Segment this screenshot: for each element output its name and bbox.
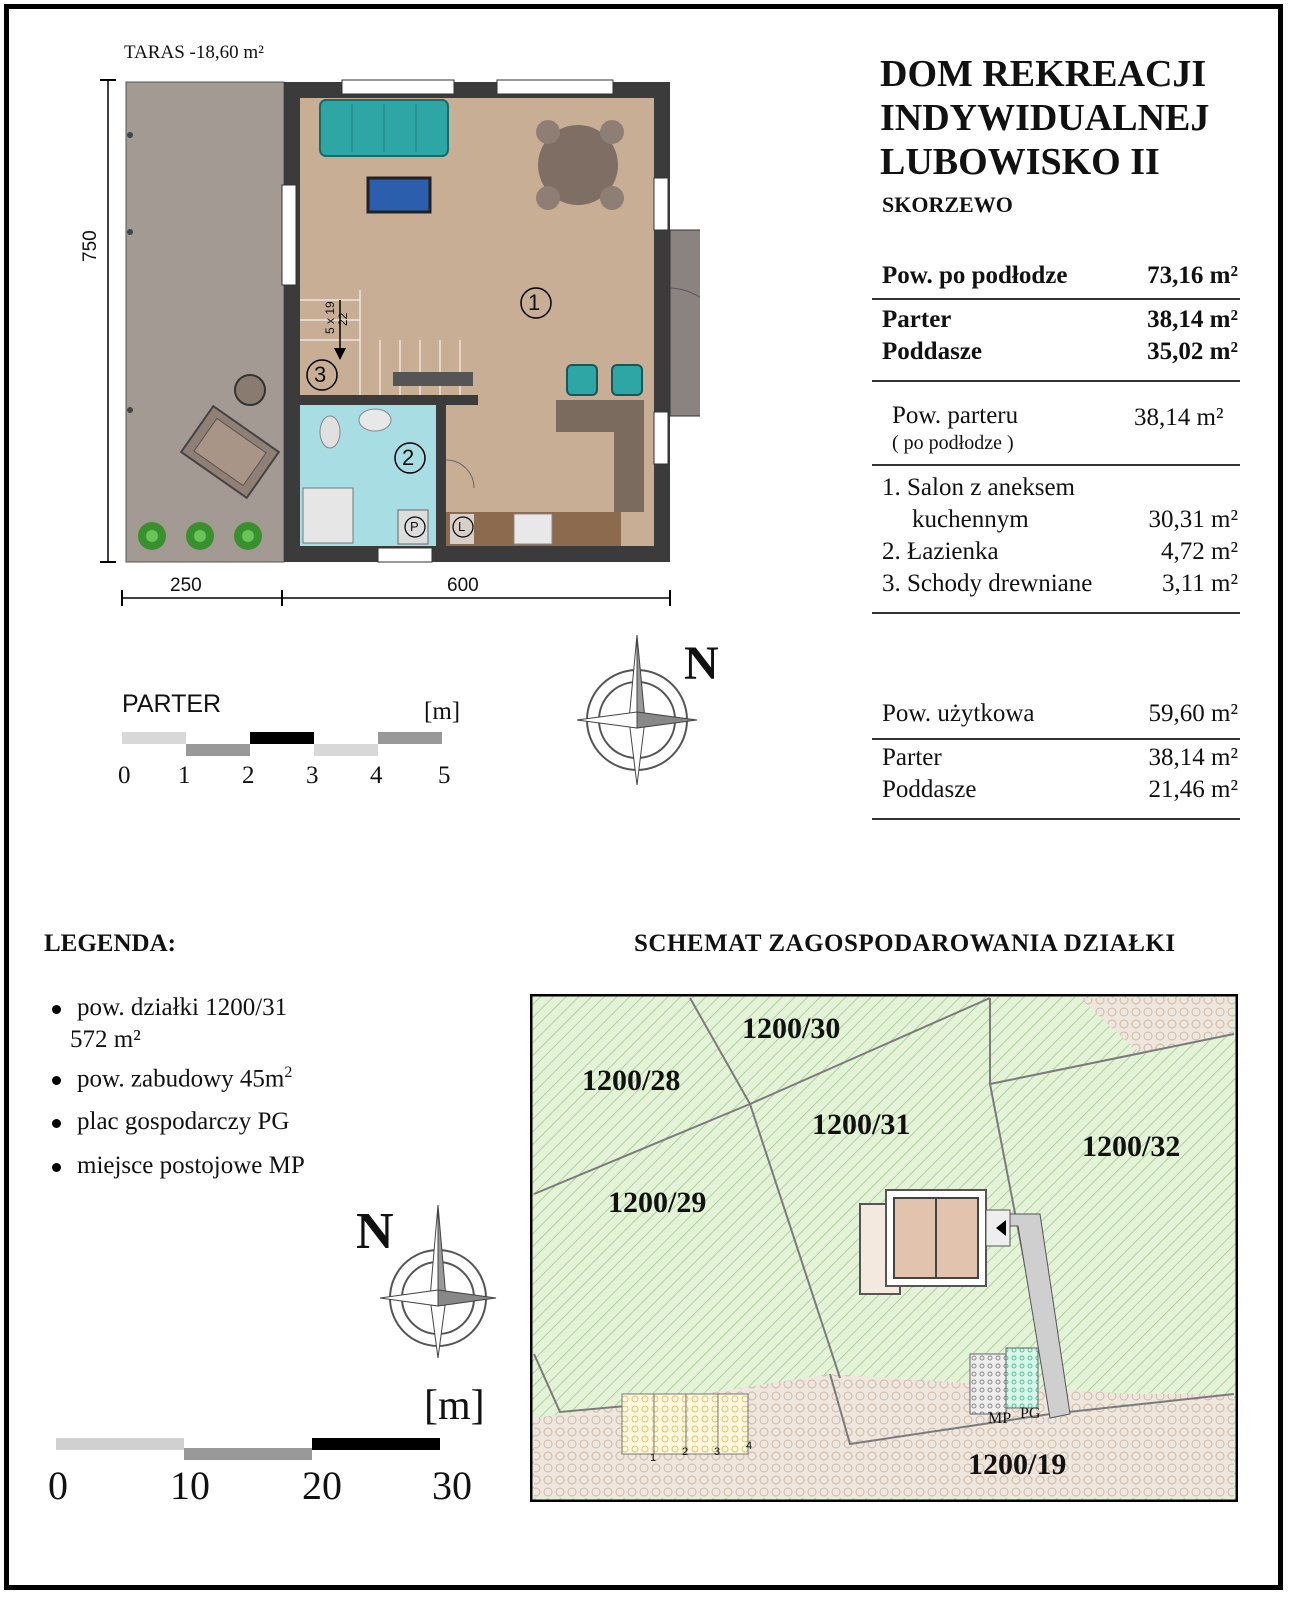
tv-table: [368, 178, 430, 212]
room-number-1: 1: [528, 290, 541, 315]
toilet: [320, 416, 340, 448]
site-scale-tick-10: 10: [170, 1463, 210, 1508]
window-bottom: [378, 548, 432, 562]
floor-scale-tick-2: 2: [242, 762, 255, 789]
project-title: [880, 52, 1209, 184]
floor-scale-tick-4: 4: [370, 762, 383, 789]
dim-left: 250: [170, 575, 202, 596]
kitchen-island: [556, 400, 644, 432]
site-scale-unit: [m]: [424, 1383, 485, 1429]
room-1-label: 1. Salon z aneksem: [882, 474, 1076, 501]
appliance-l: L: [458, 519, 466, 534]
floor-area-total: [882, 262, 1238, 290]
mp-area: [970, 1354, 1006, 1414]
entrance-step: [670, 230, 700, 416]
compass-n-label: N: [684, 637, 719, 690]
room-number-2: 2: [402, 445, 415, 470]
title-line-3: LUBOWISKO II: [880, 141, 1160, 183]
parcel-label-1200-32: 1200/32: [1082, 1130, 1181, 1163]
legend-item: miejsce postojowe MP: [52, 1152, 305, 1180]
ground-floor-value: 38,14 m²: [1134, 404, 1224, 431]
window-right-2: [654, 412, 668, 464]
parcel-label-1200-30: 1200/30: [742, 1012, 841, 1045]
floor-scale-unit: [m]: [424, 698, 461, 725]
room-number-3: 3: [314, 362, 327, 387]
floor-scale-tick-0: 0: [118, 762, 131, 789]
legend-item: pow. działki 1200/31: [52, 994, 287, 1022]
room-3-row: 3. Schody drewniane 3,11 m²: [882, 570, 1238, 597]
dim-right: 600: [447, 575, 479, 596]
pg-area: [1006, 1348, 1038, 1408]
appliance-p: P: [410, 519, 419, 534]
parcel-label-1200-28: 1200/28: [582, 1064, 681, 1097]
floor-scale-bar: [120, 730, 450, 760]
room-2-row: 2. Łazienka 4,72 m²: [882, 538, 1238, 565]
stairs-label: 5 x 19: [323, 301, 337, 334]
legend-item-line2: 572 m²: [70, 1026, 141, 1053]
compass-n-label-2: N: [356, 1203, 394, 1260]
legend-item: pow. zabudowy $45m^2$: [52, 1064, 292, 1093]
window-top-2: [497, 80, 613, 94]
ground-floor-label: Pow. parteru: [892, 402, 1019, 429]
legend-title: LEGENDA:: [44, 930, 176, 957]
floor-area-total-label: Pow. po podłodze: [882, 262, 1068, 289]
parcel-label-1200-19: 1200/19: [968, 1448, 1067, 1481]
site-scale-tick-0: 0: [48, 1463, 68, 1508]
parking-spot-3: 3: [714, 1446, 721, 1458]
location: SKORZEWO: [882, 192, 1013, 217]
terrace: [126, 82, 284, 562]
window-left: [282, 185, 296, 285]
parcel-label-1200-31: 1200/31: [812, 1108, 911, 1141]
parking-spots: [622, 1394, 748, 1454]
usable-area-row: Parter 38,14 m²: [882, 744, 1238, 771]
floor-scale-tick-3: 3: [306, 762, 319, 789]
floor-area-row: Poddasze 35,02 m²: [882, 338, 1238, 365]
stairs-label-2: 22: [336, 312, 350, 326]
site-scale-tick-20: 20: [302, 1463, 342, 1508]
parking-spot-4: 4: [746, 1440, 753, 1452]
usable-area-row: Poddasze 21,46 m²: [882, 776, 1238, 803]
legend-item: plac gospodarczy PG: [52, 1108, 289, 1136]
terrace-table: [235, 375, 265, 405]
ground-floor-sublabel: ( po podłodze ): [892, 432, 1014, 454]
floor-name: PARTER: [122, 690, 222, 718]
kitchen-sink: [514, 514, 552, 544]
title-line-2: INDYWIDUALNEJ: [880, 97, 1210, 139]
window-right-1: [654, 178, 668, 230]
pg-label: PG: [1020, 1405, 1041, 1422]
site-scale-tick-30: 30: [432, 1463, 472, 1508]
parking-spot-2: 2: [682, 1446, 689, 1458]
bar-stool-1: [567, 365, 597, 395]
terrace-label: TARAS -18,60 m²: [124, 42, 264, 63]
site-scale-bar: [56, 1436, 446, 1462]
title-line-1: DOM REKREACJI: [880, 53, 1207, 95]
usable-area-total: Pow. użytkowa 59,60 m²: [882, 700, 1238, 727]
shower: [303, 488, 353, 543]
window-top-1: [342, 80, 454, 94]
parking-spot-1: 1: [650, 1452, 657, 1464]
site-title: SCHEMAT ZAGOSPODAROWANIA DZIAŁKI: [634, 930, 1176, 957]
floor-scale-tick-1: 1: [178, 762, 191, 789]
floor-scale-tick-5: 5: [438, 762, 451, 789]
plants: [138, 522, 262, 550]
sink: [359, 409, 391, 431]
mp-label: MP: [988, 1410, 1012, 1427]
floor-area-row: Parter 38,14 m²: [882, 306, 1238, 333]
stairs-rail: [393, 372, 473, 386]
parcel-label-1200-29: 1200/29: [608, 1186, 707, 1219]
room-1-row: kuchennym 30,31 m²: [912, 506, 1238, 533]
compass-rose-icon-2: [378, 1200, 498, 1360]
dim-vertical: 750: [80, 230, 101, 262]
floor-area-total-value: 73,16 m²: [1147, 262, 1238, 289]
bar-stool-2: [612, 365, 642, 395]
